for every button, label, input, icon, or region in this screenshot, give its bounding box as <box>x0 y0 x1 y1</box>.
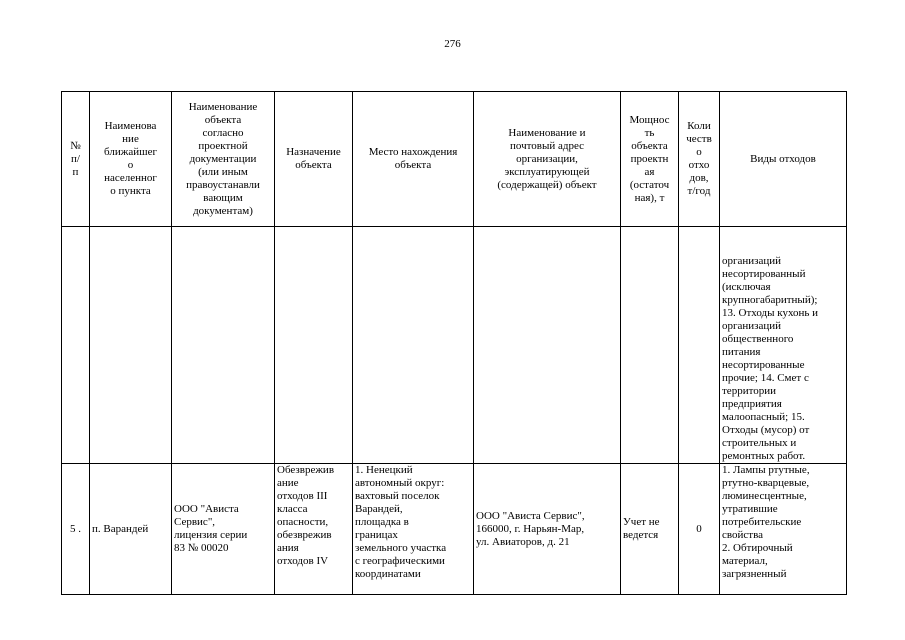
table-header-row <box>62 92 847 227</box>
cell-empty <box>353 227 474 464</box>
cell-capacity: Учет не ведется <box>621 464 679 595</box>
header-quantity: Коли честв о отхо дов, т/год <box>679 92 720 227</box>
header-waste-types: Виды отходов <box>720 92 847 227</box>
cell-empty <box>62 227 90 464</box>
header-num: № п/ п <box>62 92 90 227</box>
cell-location: 1. Ненецкий автономный округ: вахтовый поселок Варандей, площадка в границах земельного участка с географическими координатами <box>353 464 474 595</box>
header-capacity: Мощнос ть объекта проектн ая (остаточ ная), т <box>621 92 679 227</box>
cell-waste-types: организаций несортированный (исключая крупногабаритный); 13. Отходы кухонь и организаций общественного питания несортированные прочие; 14. Смет с территории предприятия малоопасный; 15. Отходы (мусор) от строительных и ремонтных работ. <box>720 227 847 464</box>
cell-empty <box>474 227 621 464</box>
header-purpose: Назначение объекта <box>275 92 353 227</box>
cell-empty <box>275 227 353 464</box>
table-row <box>62 227 847 464</box>
table-row <box>62 464 847 595</box>
cell-empty <box>172 227 275 464</box>
cell-empty <box>679 227 720 464</box>
header-settlement: Наименова ние ближайшег о населенног о пункта <box>90 92 172 227</box>
cell-num: 5 . <box>62 464 90 595</box>
page-number: 276 <box>444 38 461 50</box>
cell-quantity: 0 <box>679 464 720 595</box>
cell-empty <box>90 227 172 464</box>
header-operator: Наименование и почтовый адрес организации, эксплуатирующей (содержащей) объект <box>474 92 621 227</box>
cell-empty <box>621 227 679 464</box>
cell-purpose: Обезврежив ание отходов III класса опасности, обезврежив ания отходов IV <box>275 464 353 595</box>
cell-waste-types: 1. Лампы ртутные, ртутно-кварцевые, люминесцентные, утратившие потребительские свойства 2. Обтирочный материал, загрязненный <box>720 464 847 595</box>
cell-object-name: ООО "Ависта Сервис", лицензия серии 83 № 00020 <box>172 464 275 595</box>
header-location: Место нахождения объекта <box>353 92 474 227</box>
waste-objects-table <box>61 91 847 595</box>
cell-operator: ООО "Ависта Сервис", 166000, г. Нарьян-Мар, ул. Авиаторов, д. 21 <box>474 464 621 595</box>
cell-settlement: п. Варандей <box>90 464 172 595</box>
header-object-name: Наименование объекта согласно проектной документации (или иным правоустанавли вающим документам) <box>172 92 275 227</box>
